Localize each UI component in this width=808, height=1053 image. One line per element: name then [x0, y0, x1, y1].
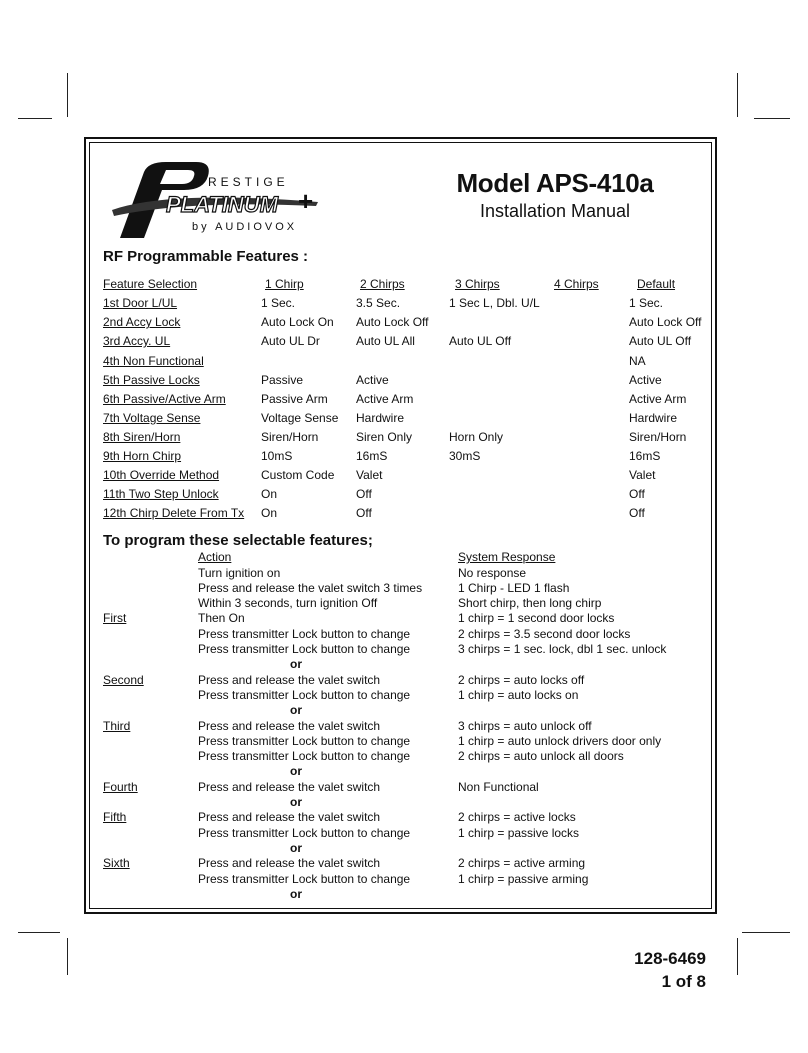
crop-mark-bottom-left-v — [67, 938, 68, 975]
feature-value: Passive Arm — [261, 392, 328, 406]
feature-name: 2nd Accy Lock — [103, 315, 181, 329]
feature-value: Auto UL All — [356, 334, 415, 348]
feature-name: 9th Horn Chirp — [103, 449, 182, 463]
feature-value: Auto Lock On — [261, 315, 334, 329]
rf-table-row — [0, 430, 808, 449]
feature-value: Siren/Horn — [629, 430, 687, 444]
rf-table-row — [0, 506, 808, 525]
feature-name: 3rd Accy. UL — [103, 334, 171, 348]
manual-subtitle: Installation Manual — [479, 201, 631, 221]
rf-header-cell: 3 Chirps — [455, 277, 500, 291]
program-step-row — [0, 749, 808, 764]
program-step-row — [0, 566, 808, 581]
step-response: 3 chirps = auto unlock off — [458, 718, 592, 733]
feature-value: On — [261, 506, 278, 520]
feature-name: 10th Override Method — [103, 468, 220, 482]
feature-name: 5th Passive Locks — [103, 373, 200, 387]
crop-mark-bottom-left-h — [18, 932, 60, 933]
step-response: 2 chirps = 3.5 second door locks — [458, 626, 631, 641]
program-step-row — [0, 780, 808, 795]
rf-table-row — [0, 468, 808, 487]
feature-name: 7th Voltage Sense — [103, 411, 201, 425]
or-label: or — [290, 703, 302, 718]
feature-value: Siren/Horn — [261, 430, 319, 444]
rf-table-row — [0, 373, 808, 392]
rf-table-row — [0, 487, 808, 506]
step-action: Press transmitter Lock button to change — [198, 749, 411, 764]
program-step-row — [0, 856, 808, 871]
step-action: Then On — [198, 611, 245, 626]
program-step-row — [0, 642, 808, 657]
feature-value: Valet — [356, 468, 383, 482]
step-action: Press transmitter Lock button to change — [198, 626, 411, 641]
or-label: or — [290, 764, 302, 779]
program-step-row — [0, 719, 808, 734]
or-label: or — [290, 886, 302, 901]
step-response: Short chirp, then long chirp — [458, 596, 602, 611]
feature-name: 12th Chirp Delete From Tx — [103, 506, 245, 520]
program-step-row — [0, 611, 808, 626]
step-label: Sixth — [103, 856, 130, 871]
feature-value: Voltage Sense — [261, 411, 339, 425]
step-action: Press and release the valet switch — [198, 856, 381, 871]
rf-table-row — [0, 449, 808, 468]
rf-header-cell: 4 Chirps — [554, 277, 599, 291]
or-label: or — [290, 657, 302, 672]
step-action: Press transmitter Lock button to change — [198, 733, 411, 748]
feature-value: Auto UL Dr — [261, 334, 320, 348]
step-response: 1 Chirp - LED 1 flash — [458, 580, 570, 595]
model-title: Model APS-410a — [456, 168, 654, 198]
feature-value: Siren Only — [356, 430, 413, 444]
rf-table-header — [0, 277, 808, 296]
step-action: Press and release the valet switch — [198, 810, 381, 825]
step-label: Third — [103, 718, 131, 733]
feature-name: 6th Passive/Active Arm — [103, 392, 226, 406]
step-response: 1 chirp = passive arming — [458, 871, 589, 886]
feature-value: 16mS — [629, 449, 661, 463]
step-response: 1 chirp = passive locks — [458, 825, 580, 840]
feature-value: Auto UL Off — [449, 334, 512, 348]
step-action: Turn ignition on — [198, 565, 281, 580]
rf-header-cell: Default — [637, 277, 676, 291]
rf-table-row — [0, 315, 808, 334]
doc-number: 128-6469 — [634, 949, 706, 968]
logo-plus: + — [298, 186, 314, 216]
feature-value: 30mS — [449, 449, 481, 463]
step-label: Fifth — [103, 810, 127, 825]
crop-mark-top-left-v — [67, 73, 68, 117]
feature-value: 1 Sec. — [261, 296, 296, 310]
crop-mark-bottom-right-h — [742, 932, 790, 933]
crop-mark-top-right-v — [737, 73, 738, 117]
feature-value: Auto Lock Off — [356, 315, 429, 329]
step-response: 2 chirps = active locks — [458, 810, 576, 825]
step-action: Press transmitter Lock button to change — [198, 642, 411, 656]
rf-header-cell: Feature Selection — [103, 277, 198, 291]
feature-value: Off — [356, 487, 372, 501]
feature-value: Active — [356, 373, 389, 387]
program-table-header — [0, 550, 808, 565]
feature-value: 16mS — [356, 449, 388, 463]
step-response: 1 chirp = 1 second door locks — [458, 611, 615, 626]
or-separator — [0, 657, 808, 672]
logo-prestige: PRESTIGE — [196, 175, 289, 189]
step-response: Non Functional — [458, 779, 539, 794]
feature-value: 1 Sec L, Dbl. U/L — [449, 296, 540, 310]
program-step-row — [0, 688, 808, 703]
step-action: Press and release the valet switch — [198, 672, 381, 687]
feature-value: Horn Only — [449, 430, 504, 444]
program-step-row — [0, 872, 808, 887]
step-label: Fourth — [103, 779, 138, 794]
feature-value: 10mS — [261, 449, 293, 463]
rf-table-row — [0, 354, 808, 373]
feature-value: Off — [356, 506, 372, 520]
program-step-row — [0, 810, 808, 825]
crop-mark-top-right-h — [754, 118, 790, 119]
feature-value: Hardwire — [629, 411, 678, 425]
step-action: Press and release the valet switch — [198, 718, 381, 733]
program-step-row — [0, 596, 808, 611]
program-section-title: To program these selectable features; — [103, 532, 373, 549]
rf-table-row — [0, 392, 808, 411]
feature-value: Valet — [629, 468, 656, 482]
action-header: Action — [198, 550, 232, 564]
logo-platinum: PLATINUM — [166, 192, 279, 217]
step-response: 1 chirp = auto locks on — [458, 687, 579, 702]
rf-section-title: RF Programmable Features : — [103, 248, 309, 265]
or-separator — [0, 764, 808, 779]
feature-name: 8th Siren/Horn — [103, 430, 181, 444]
program-step-row — [0, 673, 808, 688]
feature-value: Active — [629, 373, 662, 387]
crop-mark-top-left-h — [18, 118, 52, 119]
feature-value: Off — [629, 487, 645, 501]
logo-byline: by AUDIOVOX — [192, 221, 298, 233]
feature-value: 3.5 Sec. — [356, 296, 401, 310]
step-action: Press transmitter Lock button to change — [198, 687, 411, 702]
feature-value: NA — [629, 354, 646, 368]
step-action: Press and release the valet switch — [198, 779, 381, 794]
step-response: No response — [458, 565, 527, 580]
feature-value: Auto UL Off — [629, 334, 692, 348]
or-label: or — [290, 840, 302, 855]
brand-logo — [108, 150, 328, 242]
feature-value: 1 Sec. — [629, 296, 664, 310]
rf-header-cell: 1 Chirp — [265, 277, 304, 291]
feature-value: Active Arm — [356, 392, 414, 406]
rf-table-row — [0, 334, 808, 353]
step-action: Within 3 seconds, turn ignition Off — [198, 596, 378, 611]
step-response: 2 chirps = auto locks off — [458, 672, 585, 687]
step-response: 2 chirps = auto unlock all doors — [458, 749, 624, 764]
program-step-row — [0, 734, 808, 749]
response-header: System Response — [458, 550, 556, 564]
feature-value: Auto Lock Off — [629, 315, 702, 329]
or-label: or — [290, 795, 302, 809]
page-number: 1 of 8 — [661, 972, 706, 991]
program-step-row — [0, 627, 808, 642]
feature-value: Off — [629, 506, 645, 520]
rf-table-row — [0, 411, 808, 430]
feature-value: Passive — [261, 373, 304, 387]
step-action: Press transmitter Lock button to change — [198, 825, 411, 840]
step-label: Second — [103, 672, 144, 687]
header-title-block — [400, 168, 710, 222]
program-step-row — [0, 581, 808, 596]
or-separator — [0, 795, 808, 810]
step-action: Press transmitter Lock button to change — [198, 871, 411, 886]
rf-header-cell: 2 Chirps — [360, 277, 405, 291]
feature-value: On — [261, 487, 278, 501]
feature-name: 4th Non Functional — [103, 354, 204, 368]
step-response: 3 chirps = 1 sec. lock, dbl 1 sec. unlock — [458, 642, 667, 656]
or-separator — [0, 703, 808, 718]
feature-name: 11th Two Step Unlock — [103, 487, 219, 501]
step-response: 2 chirps = active arming — [458, 856, 586, 871]
step-action: Press and release the valet switch 3 times — [198, 580, 423, 595]
program-step-row — [0, 826, 808, 841]
step-response: 1 chirp = auto unlock drivers door only — [458, 733, 662, 748]
feature-value: Hardwire — [356, 411, 405, 425]
feature-value: Custom Code — [261, 468, 335, 482]
feature-name: 1st Door L/UL — [103, 296, 178, 310]
crop-mark-bottom-right-v — [737, 938, 738, 975]
step-label: First — [103, 611, 127, 626]
feature-value: Active Arm — [629, 392, 687, 406]
or-separator — [0, 841, 808, 856]
or-separator — [0, 887, 808, 902]
rf-table-row — [0, 296, 808, 315]
